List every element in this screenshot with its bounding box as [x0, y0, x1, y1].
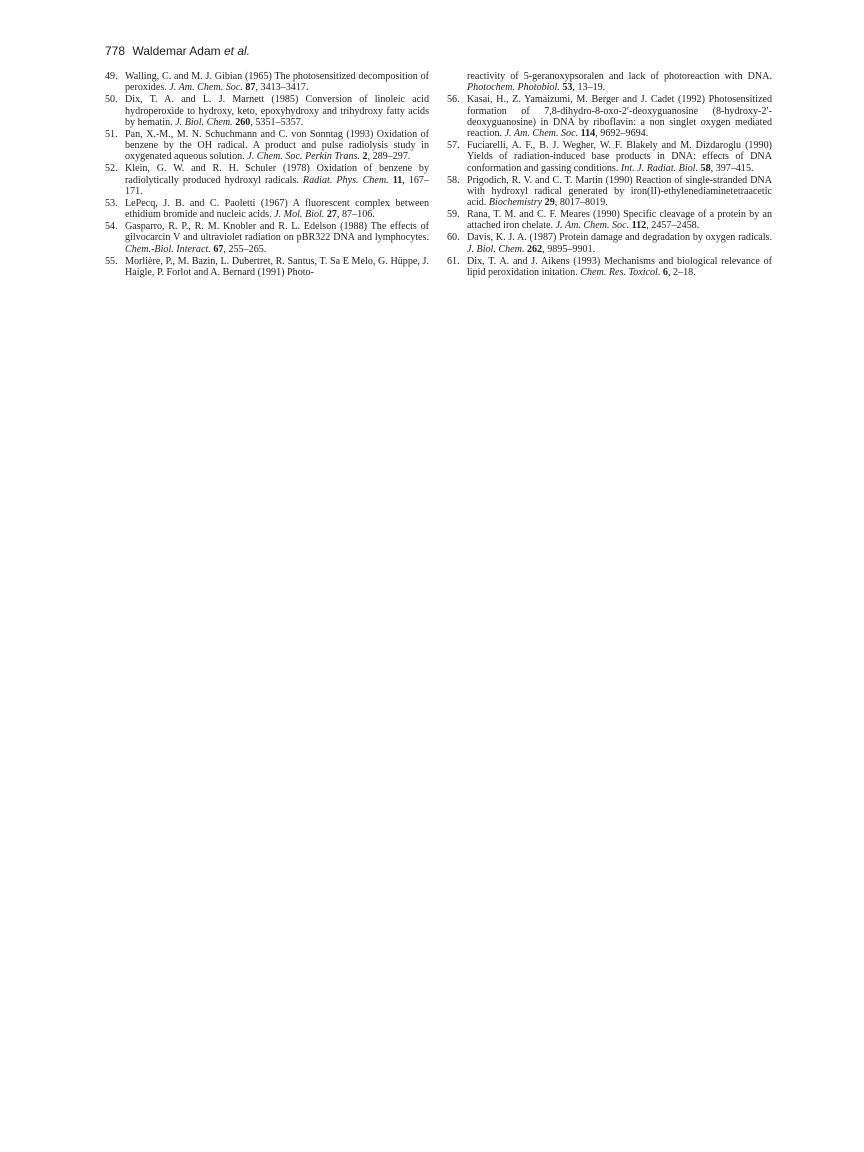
- reference-citation: Rana, T. M. and C. F. Meares (1990) Specific cleavage of a protein by an attached iron chelate.: [467, 209, 772, 232]
- reference-pages: , 2–18.: [667, 266, 696, 278]
- reference-text: [125, 71, 429, 94]
- reference-text: [125, 221, 429, 255]
- reference-journal: J. Am. Chem. Soc.: [555, 220, 630, 232]
- reference-number: 61.: [447, 255, 460, 267]
- reference-volume: 58: [700, 162, 711, 174]
- reference-text: [125, 129, 429, 163]
- reference-citation: Pan, X.-M., M. N. Schuchmann and C. von Sonntag (1993) Oxidation of benzene by the OH radical. A product and pulse radiolysis study in oxygenated aqueous solution.: [125, 128, 429, 163]
- reference-number: 58.: [447, 174, 460, 186]
- reference-citation: Dix, T. A. and L. J. Marnett (1985) Conversion of linoleic acid hydroperoxide to hydroxy, keto, epoxyhydroxy and trihydroxy fatty acids by hematin.: [125, 94, 429, 128]
- page-number: 778: [105, 44, 126, 58]
- reference-citation: Davis, K. J. A. (1987) Protein damage and degradation by oxygen radicals.: [467, 232, 772, 244]
- reference-citation: Morlière, P., M. Bazin, L. Dubertret, R. Santus, T. Sa E Melo, G. Hüppe, J. Haigle, P. Forlot and A. Bernard (1991) Photo-: [125, 255, 429, 278]
- reference-entry: [105, 129, 429, 163]
- reference-citation: reactivity of 5-geranoxypsoralen and lack of photoreaction with DNA.: [467, 71, 772, 82]
- reference-pages: , 167–171.: [125, 174, 430, 197]
- reference-pages: , 87–106.: [336, 209, 375, 221]
- reference-pages: , 397–415.: [710, 162, 754, 174]
- reference-journal: J. Am. Chem. Soc.: [169, 82, 243, 94]
- reference-volume: 27: [326, 209, 337, 221]
- reference-journal: Chem. Res. Toxicol.: [580, 266, 661, 278]
- reference-entry: [447, 175, 772, 209]
- reference-entry: [447, 94, 772, 139]
- reference-entry: [105, 163, 429, 197]
- reference-text: [125, 163, 429, 197]
- reference-journal: J. Am. Chem. Soc.: [504, 128, 579, 140]
- reference-pages: , 13–19.: [572, 82, 606, 94]
- reference-text: [467, 256, 772, 279]
- reference-pages: , 9692–9694.: [595, 128, 649, 140]
- reference-number: 51.: [105, 128, 118, 140]
- reference-number: 55.: [105, 255, 118, 267]
- reference-number: 59.: [447, 209, 460, 221]
- reference-citation: Klein, G. W. and R. H. Schuler (1978) Oxidation of benzene by radiolytically produced hydroxyl radicals.: [125, 163, 429, 186]
- reference-citation: Gasparro, R. P., R. M. Knobler and R. L. Edelson (1988) The effects of gilvocarcin V and ultraviolet radiation on pBR322 DNA and lymphocytes.: [125, 220, 429, 244]
- reference-text: [467, 94, 772, 139]
- reference-number: 52.: [105, 163, 118, 175]
- reference-entry: [105, 198, 429, 221]
- reference-journal: Chem.-Biol. Interact.: [125, 243, 211, 255]
- reference-citation: Walling, C. and M. J. Gibian (1965) The photosensitized decomposition of peroxides.: [125, 71, 429, 94]
- reference-entry: [105, 221, 429, 255]
- reference-volume: 53: [562, 82, 573, 94]
- reference-pages: , 2457–2458.: [646, 220, 700, 232]
- running-header-etal: et al.: [223, 44, 250, 58]
- references-right-column: [447, 71, 772, 279]
- reference-citation: Kasai, H., Z. Yamaizumi, M. Berger and J. Cadet (1992) Photosensitized formation of 7,8-dihydro-8-oxo-2′-deoxyguanosine (8-hydroxy-2′-deoxyguanosine) in DNA by riboflavin: a non singlet oxygen mediated reaction.: [467, 94, 772, 140]
- reference-volume: 11: [392, 174, 403, 186]
- reference-entry: [105, 94, 429, 128]
- reference-journal: Photochem. Photobiol.: [467, 82, 560, 94]
- reference-journal: J. Chem. Soc. Perkin Trans.: [247, 151, 360, 163]
- reference-volume: 114: [580, 128, 596, 140]
- reference-entry: [105, 71, 429, 94]
- reference-entry: [447, 209, 772, 232]
- reference-number: 56.: [447, 94, 460, 106]
- reference-entry: [105, 256, 429, 279]
- running-header: [105, 44, 250, 58]
- reference-entry-continued: [447, 71, 772, 94]
- reference-text: [467, 175, 772, 209]
- reference-entry: [447, 140, 772, 174]
- reference-pages: , 3413–3417.: [255, 82, 309, 94]
- reference-pages: , 255–265.: [223, 243, 267, 255]
- reference-entry: [447, 256, 772, 279]
- reference-journal: J. Mol. Biol.: [274, 209, 325, 221]
- reference-volume: 2: [362, 151, 368, 163]
- reference-volume: 260: [235, 116, 251, 128]
- reference-number: 54.: [105, 220, 118, 232]
- reference-pages: , 289–297.: [367, 151, 411, 163]
- reference-journal: Biochemistry: [488, 197, 543, 209]
- reference-number: 57.: [447, 140, 460, 152]
- reference-pages: , 9895–9901.: [542, 243, 596, 255]
- reference-text: [125, 256, 429, 279]
- reference-journal: J. Biol. Chem.: [175, 116, 233, 128]
- reference-text: [125, 94, 429, 128]
- reference-journal: Int. J. Radiat. Biol.: [620, 162, 699, 174]
- reference-journal: Radiat. Phys. Chem.: [302, 174, 389, 186]
- reference-volume: 87: [245, 82, 256, 94]
- reference-volume: 262: [527, 243, 543, 255]
- reference-citation: Dix, T. A. and J. Aikens (1993) Mechanisms and biological relevance of lipid peroxidation initation.: [467, 255, 772, 278]
- reference-number: 53.: [105, 197, 118, 209]
- reference-citation: Prigodich, R. V. and C. T. Martin (1990) Reaction of single-stranded DNA with hydroxyl radical generated by iron(II)-ethylenediaminetetraacetic acid.: [467, 174, 772, 209]
- reference-citation: LePecq, J. B. and C. Paoletti (1967) A fluorescent complex between ethidium bromide and nucleic acids.: [125, 197, 429, 221]
- reference-text: [467, 209, 772, 232]
- reference-journal: J. Biol. Chem.: [467, 243, 525, 255]
- reference-entry: [447, 232, 772, 255]
- reference-text: [467, 71, 772, 94]
- reference-citation: Fuciarelli, A. F., B. J. Wegher, W. F. Blakely and M. Dizdaroglu (1990) Yields of radiation-induced base products in DNA: effects of DNA conformation and gassing conditions.: [467, 140, 772, 174]
- reference-pages: , 8017–8019.: [554, 197, 608, 209]
- references-left-column: [105, 71, 429, 279]
- reference-text: [125, 198, 429, 221]
- reference-pages: , 5351–5357.: [250, 116, 304, 128]
- reference-volume: 6: [662, 266, 668, 278]
- running-header-authors: Waldemar Adam: [132, 44, 221, 58]
- reference-volume: 67: [213, 243, 224, 255]
- reference-text: [467, 140, 772, 174]
- reference-number: 60.: [447, 232, 460, 244]
- reference-volume: 112: [631, 220, 647, 232]
- reference-number: 49.: [105, 71, 118, 82]
- reference-text: [467, 232, 772, 255]
- reference-number: 50.: [105, 94, 118, 106]
- reference-volume: 29: [544, 197, 555, 209]
